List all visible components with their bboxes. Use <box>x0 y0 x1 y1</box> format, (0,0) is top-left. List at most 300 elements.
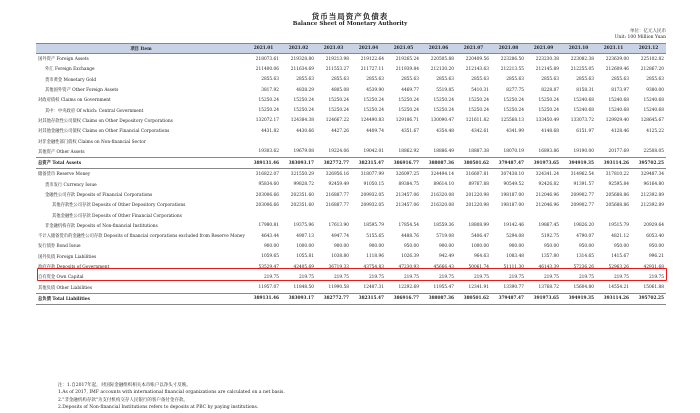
value-cell: 219265.24 <box>395 56 419 62</box>
value-cell: 382315.47 <box>351 293 386 304</box>
row-label: 货币发行 Currency Issue <box>45 182 97 188</box>
value-cell: 121611.82 <box>465 118 489 124</box>
value-cell: 324494.14 <box>430 171 454 177</box>
value-cell: 950.00 <box>578 243 594 249</box>
value-cell: 19826.20 <box>573 223 594 229</box>
value-cell: 211634.69 <box>290 66 314 72</box>
value-cell: 17613.90 <box>328 223 349 229</box>
table-row <box>36 169 666 180</box>
value-cell <box>491 210 526 220</box>
table-row <box>36 126 666 136</box>
value-cell <box>316 210 351 220</box>
value-cell: 216320.08 <box>430 192 454 198</box>
total-row <box>36 293 666 304</box>
row-label: 对其他存款性公司债权 Claims on Other Depository Corporations <box>38 118 173 124</box>
value-cell <box>386 210 421 220</box>
value-cell: 950.00 <box>613 243 629 249</box>
value-cell: 8277.75 <box>506 87 524 93</box>
value-cell: 19867.45 <box>538 223 559 229</box>
value-cell: 1357.80 <box>541 254 559 260</box>
value-cell: 1038.80 <box>331 254 349 260</box>
value-cell: 15250.24 <box>468 97 489 103</box>
value-cell: 216887.77 <box>325 192 349 198</box>
value-cell: 92595.84 <box>608 182 629 188</box>
title-english: Balance Sheet of Monetary Authority <box>292 21 408 27</box>
row-label: 国外负债 Foreign Liabilities <box>38 254 97 260</box>
value-cell: 393114.26 <box>596 293 631 304</box>
value-cell: 219.75 <box>263 274 279 280</box>
value-cell: 205688.86 <box>605 192 629 198</box>
value-cell: 379487.47 <box>491 157 526 168</box>
table-row <box>36 85 666 95</box>
row-label: 国外资产 Foreign Assets <box>38 57 89 63</box>
value-cell: 15250.24 <box>503 108 524 114</box>
value-cell <box>561 136 596 146</box>
value-cell: 133450.49 <box>535 118 559 124</box>
table-row <box>36 147 666 158</box>
value-cell: 124384.38 <box>290 118 314 124</box>
value-cell: 211553.27 <box>325 66 349 72</box>
value-cell: 6053.40 <box>646 233 664 239</box>
value-cell: 20929.64 <box>643 223 664 229</box>
value-cell: 2855.63 <box>646 77 664 83</box>
value-cell: 15240.68 <box>608 108 629 114</box>
value-cell: 942.49 <box>438 254 454 260</box>
value-cell: 8228.87 <box>541 87 559 93</box>
title-chinese: 货币当局资产负债表 <box>311 12 389 21</box>
value-cell: 19375.96 <box>293 223 314 229</box>
value-cell: 5719.08 <box>436 233 454 239</box>
value-cell: 219328.80 <box>290 56 314 62</box>
value-cell: 1415.67 <box>611 254 629 260</box>
value-cell: 209932.05 <box>360 192 384 198</box>
value-cell: 92459.49 <box>328 182 349 188</box>
value-cell: 219.75 <box>438 274 454 280</box>
value-cell: 4469.77 <box>401 87 419 93</box>
value-cell: 209932.05 <box>360 202 384 208</box>
value-cell: 203006.66 <box>255 192 279 198</box>
value-cell: 11955.47 <box>433 285 454 291</box>
table-row <box>36 136 666 146</box>
value-cell: 4643.44 <box>261 233 279 239</box>
value-cell <box>421 210 456 220</box>
balance-sheet-table <box>36 43 666 305</box>
value-cell: 15250.24 <box>433 97 454 103</box>
value-cell: 15250.24 <box>503 97 524 103</box>
row-label: 对政府债权 Claims on Government <box>38 98 111 104</box>
value-cell: 5410.31 <box>471 87 489 93</box>
value-cell: 2855.63 <box>436 77 454 83</box>
value-cell: 2855.63 <box>296 77 314 83</box>
value-cell: 42931.68 <box>643 264 664 270</box>
value-cell: 316607.81 <box>465 171 489 177</box>
value-cell: 209902.77 <box>570 192 594 198</box>
row-label: 发行债券 Bond Issue <box>38 244 81 250</box>
row-label: 其他负债 Other Liabilities <box>38 285 93 291</box>
value-cell: 318077.99 <box>360 171 384 177</box>
row-label: 外汇 Foreign Exchange <box>45 67 95 73</box>
value-cell <box>316 136 351 146</box>
value-cell: 4354.48 <box>436 128 454 134</box>
row-label: 政府存款 Deposits of Government <box>38 265 110 271</box>
value-cell: 4838.29 <box>296 87 314 93</box>
table-row <box>36 180 666 190</box>
value-cell: 15250.24 <box>538 108 559 114</box>
value-cell <box>561 210 596 220</box>
value-cell: 2855.63 <box>261 77 279 83</box>
value-cell: 4821.12 <box>611 233 629 239</box>
table-row <box>36 116 666 126</box>
value-cell: 1000.00 <box>296 243 314 249</box>
value-cell: 4342.61 <box>471 128 489 134</box>
value-cell: 51111.30 <box>503 264 524 270</box>
header-month: 2021.12 <box>631 44 666 54</box>
value-cell: 220409.56 <box>465 56 489 62</box>
value-cell: 216320.08 <box>430 202 454 208</box>
value-cell: 18887.38 <box>468 149 489 155</box>
value-cell: 42405.69 <box>293 264 314 270</box>
row-label: 其他资产 Other Assets <box>38 149 85 155</box>
header-month: 2021.07 <box>456 44 491 54</box>
value-cell: 22508.05 <box>643 149 664 155</box>
value-cell: 950.00 <box>648 243 664 249</box>
value-cell: 212143.63 <box>465 66 489 72</box>
value-cell: 129929.40 <box>605 118 629 124</box>
value-cell: 389131.46 <box>246 293 281 304</box>
table-row <box>36 252 666 262</box>
value-cell: 89614.10 <box>433 182 454 188</box>
value-cell: 2855.63 <box>401 77 419 83</box>
value-cell: 4128.46 <box>611 128 629 134</box>
value-cell: 1055.81 <box>296 254 314 260</box>
value-cell <box>421 136 456 146</box>
value-cell: 395702.25 <box>631 157 666 168</box>
value-cell: 18886.49 <box>433 149 454 155</box>
value-cell: 128645.67 <box>640 118 664 124</box>
value-cell: 52963.26 <box>608 264 629 270</box>
value-cell: 900.00 <box>438 243 454 249</box>
value-cell: 19224.06 <box>328 149 349 155</box>
value-cell: 16893.86 <box>538 149 559 155</box>
value-cell: 4539.90 <box>366 87 384 93</box>
value-cell: 19303.62 <box>258 149 279 155</box>
value-cell: 386916.77 <box>386 293 421 304</box>
value-cell: 15240.68 <box>643 108 664 114</box>
value-cell: 4790.07 <box>576 233 594 239</box>
header-month: 2021.06 <box>421 44 456 54</box>
value-cell: 18862.92 <box>398 149 419 155</box>
value-cell: 15250.24 <box>363 108 384 114</box>
value-cell: 15240.68 <box>608 97 629 103</box>
value-cell: 12341.91 <box>468 285 489 291</box>
value-cell: 220505.88 <box>430 56 454 62</box>
value-cell: 1118.96 <box>366 254 384 260</box>
value-cell: 382772.77 <box>316 293 351 304</box>
value-cell <box>631 136 666 146</box>
value-cell: 383093.17 <box>281 157 316 168</box>
value-cell: 15250.24 <box>293 97 314 103</box>
table-row <box>36 64 666 74</box>
value-cell: 15240.68 <box>573 108 594 114</box>
value-cell: 13390.77 <box>503 285 524 291</box>
value-cell: 15604.80 <box>573 285 594 291</box>
value-cell: 19042.01 <box>363 149 384 155</box>
value-cell: 219.75 <box>473 274 489 280</box>
value-cell: 15250.24 <box>398 97 419 103</box>
value-cell: 326956.16 <box>325 171 349 177</box>
value-cell: 205688.86 <box>605 202 629 208</box>
value-cell: 53529.47 <box>258 264 279 270</box>
header-month: 2021.02 <box>281 44 316 54</box>
value-cell: 211400.06 <box>255 66 279 72</box>
value-cell: 19515.79 <box>608 223 629 229</box>
value-cell: 391973.65 <box>526 293 561 304</box>
value-cell: 393114.26 <box>596 157 631 168</box>
value-cell: 2855.63 <box>471 77 489 83</box>
value-cell: 5294.08 <box>506 233 524 239</box>
value-cell: 12292.69 <box>398 285 419 291</box>
value-cell: 47230.93 <box>398 264 419 270</box>
value-cell: 382772.77 <box>316 157 351 168</box>
value-cell: 213457.06 <box>395 192 419 198</box>
value-cell: 11957.07 <box>258 285 279 291</box>
footnote: 2.Deposits of Non-financial Institutions refers to deposits at PBC by paying institutions. <box>58 404 259 410</box>
value-cell: 216887.77 <box>325 202 349 208</box>
value-cell <box>526 136 561 146</box>
value-cell: 13768.72 <box>538 285 559 291</box>
value-cell: 15240.68 <box>573 97 594 103</box>
value-cell <box>456 136 491 146</box>
footnotes <box>58 382 285 411</box>
row-label: 不计入储备货币的金融性公司存款 Deposits of financial corporations excluded from Reserve Money <box>38 234 245 240</box>
value-cell: 15250.24 <box>433 108 454 114</box>
value-cell: 4341.99 <box>506 128 524 134</box>
header-month: 2021.11 <box>596 44 631 54</box>
value-cell: 8173.97 <box>611 87 629 93</box>
value-cell: 212213.55 <box>500 66 524 72</box>
value-cell: 212255.05 <box>570 66 594 72</box>
value-cell <box>491 136 526 146</box>
value-cell: 2855.63 <box>576 77 594 83</box>
table-row <box>36 190 666 200</box>
value-cell <box>386 136 421 146</box>
value-cell: 388087.36 <box>421 293 456 304</box>
value-cell: 9380.00 <box>646 87 664 93</box>
value-cell: 211939.84 <box>395 66 419 72</box>
value-cell: 202351.60 <box>290 192 314 198</box>
value-cell: 17980.81 <box>258 223 279 229</box>
table-row <box>36 272 666 282</box>
value-cell: 198187.00 <box>500 192 524 198</box>
value-cell: 132072.17 <box>255 118 279 124</box>
table-row <box>36 241 666 251</box>
value-cell: 1000.00 <box>471 243 489 249</box>
row-label: 货币黄金 Monetary Gold <box>45 77 97 83</box>
value-cell: 395702.25 <box>631 293 666 304</box>
value-cell: 212046.96 <box>535 202 559 208</box>
value-cell: 15250.24 <box>328 108 349 114</box>
value-cell: 2855.63 <box>611 77 629 83</box>
table-row <box>36 200 666 210</box>
unit-english: Unit: 100 Million Yuan <box>614 35 666 40</box>
value-cell: 17854.54 <box>398 223 419 229</box>
header-month: 2021.10 <box>561 44 596 54</box>
value-cell: 19142.46 <box>503 223 524 229</box>
value-cell: 389131.46 <box>246 157 281 168</box>
row-label: 非金融机构存款 Deposits of Non-financial Institutions <box>45 223 158 229</box>
value-cell <box>351 210 386 220</box>
value-cell: 212130.20 <box>430 66 454 72</box>
value-cell: 198187.00 <box>500 202 524 208</box>
value-cell <box>631 210 666 220</box>
value-cell <box>596 210 631 220</box>
value-cell: 219213.98 <box>325 56 349 62</box>
value-cell: 1026.39 <box>401 254 419 260</box>
value-cell: 382315.47 <box>351 157 386 168</box>
value-cell: 202351.60 <box>290 202 314 208</box>
value-cell: 900.00 <box>263 243 279 249</box>
value-cell: 201220.98 <box>465 202 489 208</box>
value-cell: 223230.38 <box>535 56 559 62</box>
value-cell: 950.00 <box>403 243 419 249</box>
value-cell: 5519.85 <box>436 87 454 93</box>
value-cell: 2855.63 <box>506 77 524 83</box>
value-cell <box>281 210 316 220</box>
value-cell: 219.75 <box>368 274 384 280</box>
table-row <box>36 231 666 241</box>
value-cell: 5406.47 <box>471 233 489 239</box>
row-label: 自有资金 Own Capital <box>38 275 84 281</box>
value-cell: 18595.79 <box>363 223 384 229</box>
header-month: 2021.01 <box>246 44 281 54</box>
value-cell: 133073.72 <box>570 118 594 124</box>
value-cell: 11990.58 <box>328 285 349 291</box>
value-cell: 15240.68 <box>643 97 664 103</box>
value-cell: 2855.63 <box>541 77 559 83</box>
value-cell: 6151.97 <box>576 128 594 134</box>
table-row <box>36 75 666 85</box>
value-cell: 386916.77 <box>386 157 421 168</box>
value-cell: 3817.92 <box>261 87 279 93</box>
value-cell: 314962.54 <box>570 171 594 177</box>
value-cell: 212392.89 <box>640 202 664 208</box>
value-cell: 316822.07 <box>255 171 279 177</box>
value-cell: 212046.96 <box>535 192 559 198</box>
row-label: 其中：中央政府 Of which: Central Government <box>45 108 144 114</box>
value-cell: 92426.82 <box>538 182 559 188</box>
value-cell: 4409.74 <box>366 128 384 134</box>
value-cell: 89767.88 <box>468 182 489 188</box>
value-cell: 36719.33 <box>328 264 349 270</box>
value-cell: 15250.24 <box>258 108 279 114</box>
value-cell: 317810.22 <box>605 171 629 177</box>
value-cell: 124667.22 <box>325 118 349 124</box>
value-cell: 4125.22 <box>646 128 664 134</box>
table-row <box>36 210 666 220</box>
value-cell: 129186.71 <box>395 118 419 124</box>
value-cell: 15250.24 <box>538 97 559 103</box>
row-label: 对其他金融性公司债权 Claims on Other Financial Corporations <box>38 129 170 135</box>
value-cell: 996.21 <box>648 254 664 260</box>
value-cell: 219.75 <box>333 274 349 280</box>
value-cell: 1059.65 <box>261 254 279 260</box>
value-cell: 99828.72 <box>293 182 314 188</box>
value-cell: 209902.77 <box>570 202 594 208</box>
value-cell: 391973.65 <box>526 157 561 168</box>
value-cell: 394919.35 <box>561 157 596 168</box>
value-cell: 4430.66 <box>296 128 314 134</box>
value-cell: 15061.88 <box>643 285 664 291</box>
value-cell: 212867.20 <box>640 66 664 72</box>
value-cell: 219.75 <box>508 274 524 280</box>
value-cell: 1083.48 <box>506 254 524 260</box>
value-cell: 321550.29 <box>290 171 314 177</box>
value-cell: 18070.19 <box>503 149 524 155</box>
value-cell: 125568.13 <box>500 118 524 124</box>
value-cell: 15250.24 <box>258 97 279 103</box>
value-cell: 4488.76 <box>401 233 419 239</box>
header-month: 2021.08 <box>491 44 526 54</box>
value-cell: 15250.24 <box>293 108 314 114</box>
value-cell: 329487.34 <box>640 171 664 177</box>
value-cell: 4947.74 <box>331 233 349 239</box>
value-cell: 219122.64 <box>360 56 384 62</box>
unit-label <box>615 29 666 41</box>
value-cell: 15250.24 <box>363 97 384 103</box>
value-cell <box>456 210 491 220</box>
value-cell: 4427.26 <box>331 128 349 134</box>
row-label: 其他存款性公司存款 Deposits of Other Depository Corporations <box>52 203 186 209</box>
total-row <box>36 157 666 168</box>
value-cell: 307438.10 <box>500 171 524 177</box>
row-label: 总资产 Total Assets <box>36 157 246 168</box>
header-month: 2021.05 <box>386 44 421 54</box>
value-cell: 130090.47 <box>430 118 454 124</box>
value-cell <box>596 136 631 146</box>
header-month: 2021.03 <box>316 44 351 54</box>
value-cell: 219.75 <box>648 274 664 280</box>
header-item: 项目 Item <box>36 44 246 54</box>
header-month: 2021.09 <box>526 44 561 54</box>
value-cell: 96164.80 <box>643 182 664 188</box>
value-cell: 4351.67 <box>401 128 419 134</box>
value-cell: 20177.69 <box>608 149 629 155</box>
table-body <box>36 54 666 305</box>
value-cell <box>526 210 561 220</box>
value-cell <box>351 136 386 146</box>
value-cell: 380501.62 <box>456 293 491 304</box>
value-cell: 379487.47 <box>491 293 526 304</box>
value-cell: 324341.24 <box>535 171 559 177</box>
value-cell: 203006.66 <box>255 202 279 208</box>
value-cell: 19679.08 <box>293 149 314 155</box>
value-cell: 223082.38 <box>570 56 594 62</box>
value-cell <box>246 136 281 146</box>
value-cell: 89384.75 <box>398 182 419 188</box>
value-cell: 388087.36 <box>421 157 456 168</box>
value-cell: 212392.89 <box>640 192 664 198</box>
value-cell: 223286.50 <box>500 56 524 62</box>
value-cell: 90549.52 <box>503 182 524 188</box>
value-cell: 8158.31 <box>576 87 594 93</box>
value-cell: 212145.89 <box>535 66 559 72</box>
table-row <box>36 262 666 272</box>
value-cell <box>281 136 316 146</box>
table-row <box>36 105 666 115</box>
value-cell: 11848.50 <box>293 285 314 291</box>
value-cell: 91050.15 <box>363 182 384 188</box>
value-cell: 19190.00 <box>573 149 594 155</box>
